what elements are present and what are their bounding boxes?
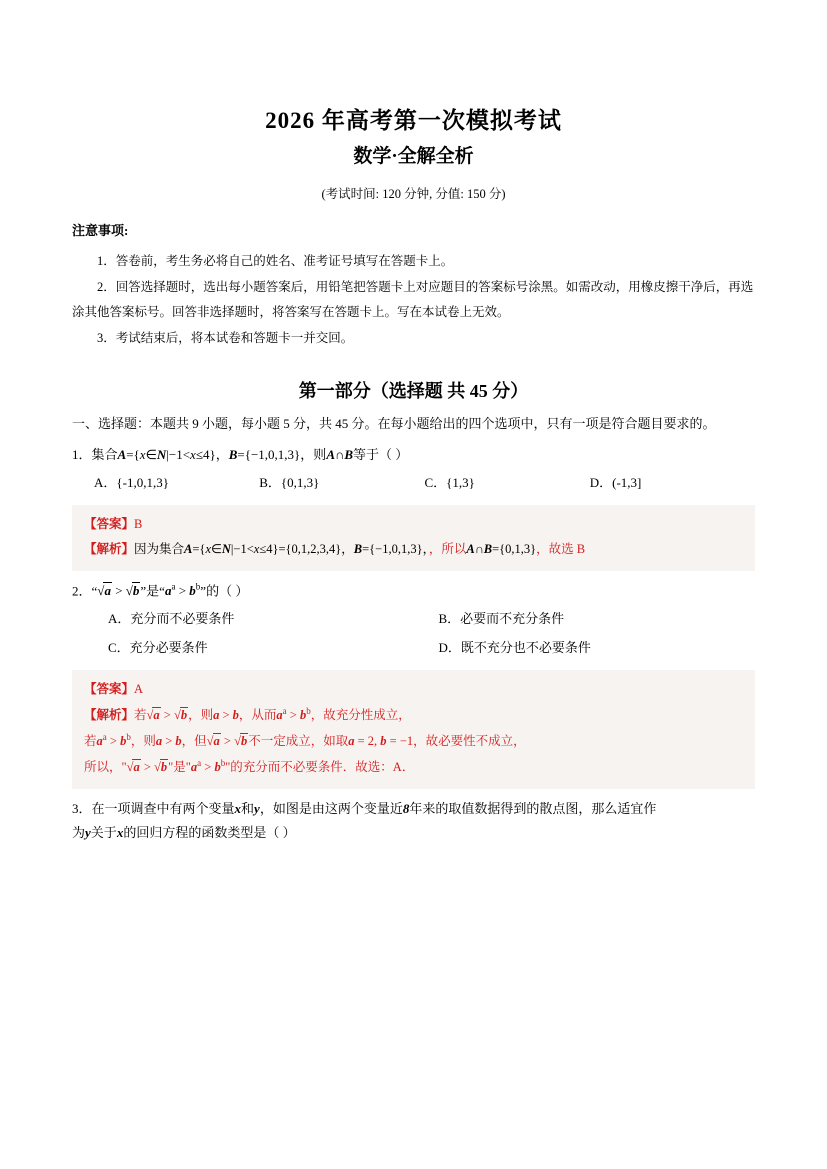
page-title: 2026 年高考第一次模拟考试	[265, 108, 562, 133]
notice-item: 3．考试结束后，将本试卷和答题卡一并交回。	[97, 331, 354, 346]
question-2-stem: 2．“√a > √b”是“$a^a > b^b$”的（ ）	[72, 581, 249, 599]
option-c[interactable]: C．{1,3}	[424, 475, 475, 491]
question-1-answer: 【答案】B	[84, 516, 143, 531]
question-2-answer: 【答案】A	[84, 681, 144, 696]
question-1-analysis: 【解析】因为集合A={x∈N|−1<x≤4}={0,1,2,3,4}，B={−1,0,1,3}，，所以A∩B={0,1,3}，故选 B	[84, 541, 586, 556]
notice-item: 1．答卷前，考生务必将自己的姓名、准考证号填写在答题卡上。	[97, 254, 454, 268]
exam-info: (考试时间: 120 分钟, 分值: 150 分)	[321, 187, 506, 201]
part-title: 第一部分（选择题 共 45 分）	[298, 380, 529, 401]
section-intro: 一、选择题：本题共 9 小题，每小题 5 分，共 45 分。在每小题给出的四个选项中，只有一项是符合题目要求的。	[72, 415, 716, 431]
question-2-analysis-line-1: 【解析】若√a > √b，则a > b，从而$a^a > b^b$，故充分性成立，	[84, 705, 411, 722]
question-3-number: 3．	[72, 801, 92, 817]
question-3-stem-cont: 为y关于x的回归方程的函数类型是（ ）	[72, 825, 296, 841]
question-2-analysis-line-2: 若$a^a > b^b$，则a > b，但√a > √b不一定成立，如取a = 2, b = −1，故必要性不成立，	[84, 731, 526, 749]
option-b[interactable]: B．必要而不充分条件	[438, 611, 565, 627]
question-1-number: 1．	[72, 447, 92, 463]
option-a[interactable]: A．{-1,0,1,3}	[94, 475, 169, 491]
question-2-analysis-line-3: 所以，"√a > √b"是"$a^a > b^b$"的充分而不必要条件．故选：A．	[84, 758, 415, 775]
question-1-stem-suffix: 等于（ ）	[353, 447, 409, 463]
notice-item: 2．回答选择题时，选出每小题答案后，用铅笔把答题卡上对应题目的答案标号涂黑。如需改动，用橡皮擦干净后，再选涂其他答案标号。回答非选择题时，将答案写在答题卡上。写在本试卷上无效。	[72, 280, 754, 319]
question-1-options	[94, 471, 755, 496]
option-b[interactable]: B．{0,1,3}	[259, 475, 320, 491]
question-1-answer-box	[72, 505, 755, 571]
option-c[interactable]: C．充分必要条件	[108, 640, 208, 656]
question-2-options-row-1	[94, 607, 755, 632]
question-2-number: 2．	[72, 583, 92, 599]
question-1-stem: 1．集合A={x∈N|−1<x≤4}，B={−1,0,1,3}，则A∩B等于（ ）	[72, 447, 409, 463]
page-subtitle: 数学·全解全析	[353, 146, 474, 167]
option-d[interactable]: D．既不充分也不必要条件	[438, 640, 591, 656]
question-2-answer-box	[72, 670, 755, 789]
option-d[interactable]: D．(-1,3]	[589, 475, 642, 491]
question-2-options-row-2	[94, 636, 755, 661]
question-1-stem-prefix: 集合	[91, 447, 118, 463]
option-a[interactable]: A．充分而不必要条件	[108, 611, 235, 627]
question-3-stem: 3．在一项调查中有两个变量x和y，如图是由这两个变量近8年来的取值数据得到的散点图，那么适宜作	[72, 801, 657, 817]
notice-heading: 注意事项:	[72, 223, 129, 238]
